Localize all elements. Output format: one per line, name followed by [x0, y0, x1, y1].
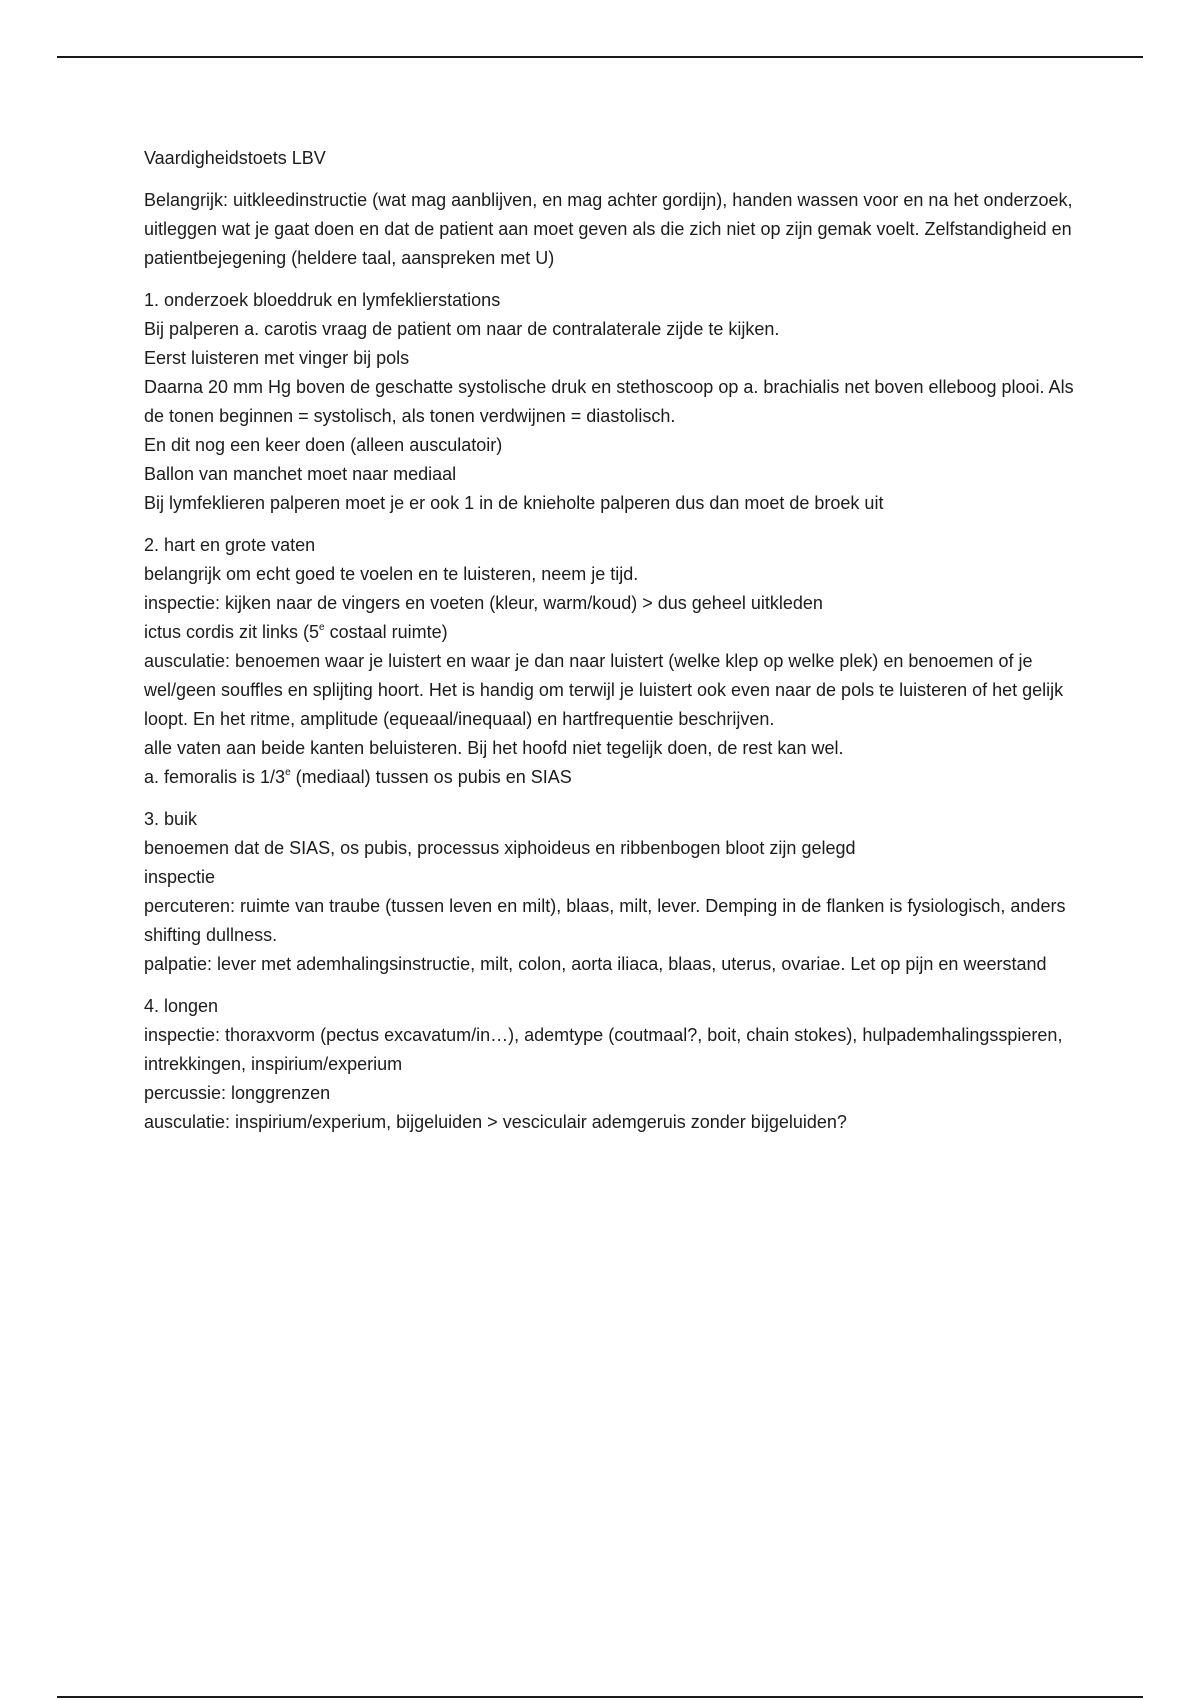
text-part: ictus cordis zit links (5 — [144, 622, 320, 642]
section-longen — [144, 992, 1084, 1137]
section-line: percuteren: ruimte van traube (tussen leven en milt), blaas, milt, lever. Demping in de flanken is fysiologisch, anders shifting dullness. — [144, 896, 1066, 945]
superscript: e — [319, 622, 325, 633]
intro-paragraph: Belangrijk: uitkleedinstructie (wat mag aanblijven, en mag achter gordijn), handen wassen voor en na het onderzoek, uitleggen wat je gaat doen en dat de patient aan moet geven als die zich niet op zijn gemak voelt. Zelfstandigheid en patientbejegening (heldere taal, aanspreken met U) — [144, 190, 1073, 268]
section-line: Bij palperen a. carotis vraag de patient om naar de contralaterale zijde te kijken. — [144, 319, 780, 339]
section-line: inspectie — [144, 867, 216, 887]
section-heading: 1. onderzoek bloeddruk en lymfeklierstations — [144, 290, 501, 310]
section-line: alle vaten aan beide kanten beluisteren. Bij het hoofd niet tegelijk doen, de rest kan wel. — [144, 738, 844, 758]
section-line — [144, 618, 1084, 647]
section-line — [144, 763, 1084, 792]
document-title: Vaardigheidstoets LBV — [144, 148, 326, 168]
section-line: En dit nog een keer doen (alleen ausculatoir) — [144, 435, 503, 455]
section-buik — [144, 805, 1084, 979]
section-line: Daarna 20 mm Hg boven de geschatte systolische druk en stethoscoop op a. brachialis net boven elleboog plooi. Als de tonen beginnen = systolisch, als tonen verdwijnen = diastolisch. — [144, 377, 1074, 426]
section-heading: 4. longen — [144, 996, 219, 1016]
section-line: inspectie: kijken naar de vingers en voeten (kleur, warm/koud) > dus geheel uitkleden — [144, 593, 823, 613]
section-line: inspectie: thoraxvorm (pectus excavatum/in…), ademtype (coutmaal?, boit, chain stokes), hulpademhalingsspieren, intrekkingen, inspirium/experium — [144, 1025, 1063, 1074]
section-hart — [144, 531, 1084, 792]
section-line: benoemen dat de SIAS, os pubis, processus xiphoideus en ribbenbogen bloot zijn gelegd — [144, 838, 856, 858]
section-line: percussie: longgrenzen — [144, 1083, 331, 1103]
section-line: Ballon van manchet moet naar mediaal — [144, 464, 457, 484]
text-part: costaal ruimte) — [324, 622, 448, 642]
section-line: ausculatie: benoemen waar je luistert en waar je dan naar luistert (welke klep op welke plek) en benoemen of je wel/geen souffles en splijting hoort. Het is handig om terwijl je luistert ook even naar de pols te luisteren of het gelijk loopt. En het ritme, amplitude (equeaal/inequaal) en hartfrequentie beschrijven. — [144, 651, 1064, 729]
section-line: ausculatie: inspirium/experium, bijgeluiden > vesciculair ademgeruis zonder bijgeluiden? — [144, 1112, 847, 1132]
text-part: (mediaal) tussen os pubis en SIAS — [290, 767, 572, 787]
section-heading: 3. buik — [144, 809, 198, 829]
section-line: belangrijk om echt goed te voelen en te luisteren, neem je tijd. — [144, 564, 639, 584]
document-body — [144, 144, 1084, 1150]
section-line: Eerst luisteren met vinger bij pols — [144, 348, 410, 368]
section-heading: 2. hart en grote vaten — [144, 535, 316, 555]
header-rule — [57, 56, 1143, 58]
superscript: e — [285, 767, 291, 778]
section-bloeddruk — [144, 286, 1084, 518]
footer-rule — [57, 1696, 1143, 1698]
section-line: Bij lymfeklieren palperen moet je er ook 1 in de knieholte palperen dus dan moet de broek uit — [144, 493, 884, 513]
text-part: a. femoralis is 1/3 — [144, 767, 286, 787]
section-line: palpatie: lever met ademhalingsinstructie, milt, colon, aorta iliaca, blaas, uterus, ovariae. Let op pijn en weerstand — [144, 954, 1047, 974]
